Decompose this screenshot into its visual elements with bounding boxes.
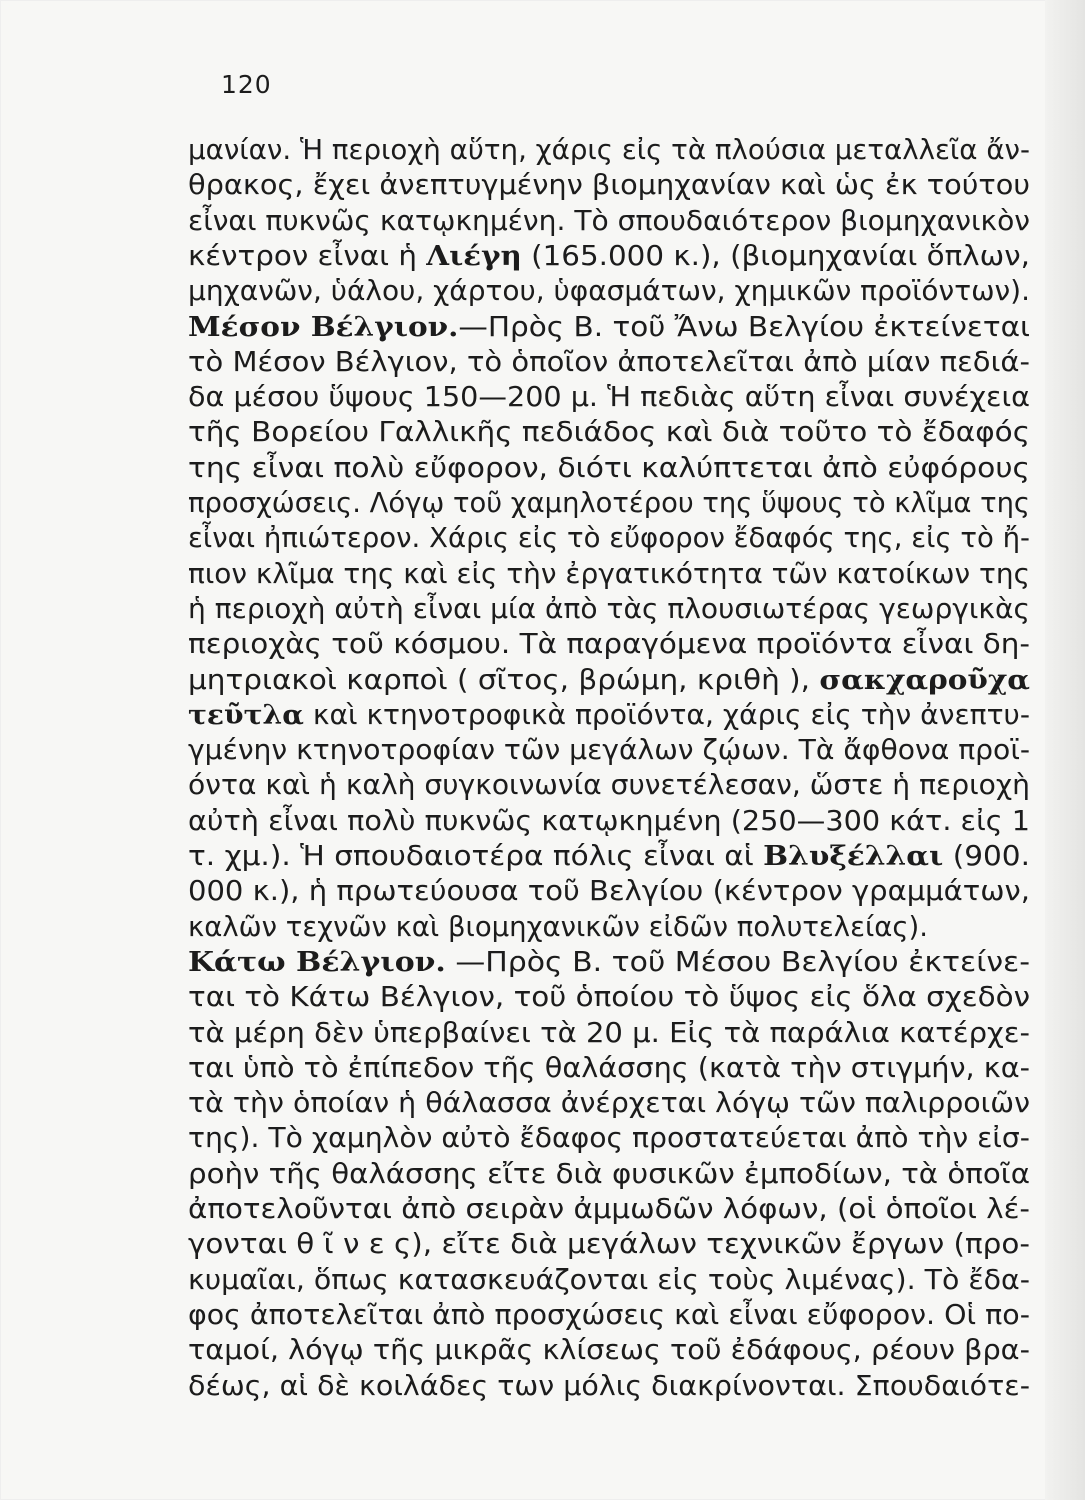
text-segment: φος ἀποτελεῖται ἀπὸ προσχώσεις καὶ εἶναι εὔφορον. Οἱ πο-: [188, 1298, 1030, 1331]
text-segment: ταμοί, λόγῳ τῆς μικρᾶς κλίσεως τοῦ ἐδάφους, ρέουν βρα-: [188, 1334, 1030, 1367]
text-line: [188, 768, 1038, 802]
text-segment: ἀποτελοῦνται ἀπὸ σειρὰν ἀμμωδῶν λόφων, (οἱ ὁποῖοι λέ-: [188, 1193, 1030, 1225]
text-segment: εἶναι πυκνῶς κατῳκημένη. Τὸ σπουδαιότερον βιομηχανικὸν: [188, 204, 1030, 237]
text-segment: καλῶν τεχνῶν καὶ βιομηχανικῶν εἰδῶν πολυτελείας).: [188, 910, 929, 943]
text-segment: ἡ περιοχὴ αὐτὴ εἶναι μία ἀπὸ τὰς πλουσιωτέρας γεωργικὰς: [188, 592, 1030, 625]
text-line: [188, 698, 1038, 732]
text-line: [188, 1086, 1038, 1120]
text-segment: της εἶναι πολὺ εὔφορον, διότι καλύπτεται ἀπὸ εὐφόρους: [188, 451, 1030, 484]
text-segment: όντα καὶ ἡ καλὴ συγκοινωνία συνετέλεσαν, ὥστε ἡ περιοχὴ: [188, 769, 1030, 802]
text-line: [188, 733, 1038, 767]
text-line: [188, 592, 1038, 626]
text-line: [188, 1121, 1038, 1155]
text-segment: ται τὸ Κάτω Βέλγιον, τοῦ ὁποίου τὸ ὕψος εἰς ὅλα σχεδὸν: [188, 981, 1030, 1014]
bold-term: τεῦτλα: [188, 698, 304, 731]
text-segment: ροὴν τῆς θαλάσσης εἴτε διὰ φυσικῶν ἐμποδίων, τὰ ὁποῖα: [188, 1157, 1030, 1190]
text-line: [188, 486, 1038, 520]
bold-term: Βλυξέλλαι: [763, 840, 944, 872]
text-segment: —Πρὸς Β. τοῦ Μέσου Βελγίου ἐκτείνε-: [445, 945, 1031, 978]
text-line: [188, 1192, 1038, 1226]
text-segment: τῆς Βορείου Γαλλικῆς πεδιάδος καὶ διὰ τοῦτο τὸ ἔδαφός: [188, 416, 1030, 449]
text-segment: γμένην κτηνοτροφίαν τῶν μεγάλων ζῴων. Τὰ ἄφθονα προϊ-: [188, 734, 1030, 767]
section-heading: Μέσον Βέλγιον.: [188, 310, 459, 343]
bold-term: Λιέγη: [426, 239, 522, 272]
text-segment: περιοχὰς τοῦ κόσμου. Τὰ παραγόμενα προϊόντα εἶναι δη-: [188, 628, 1030, 661]
text-segment: κέντρον εἶναι ἡ: [188, 239, 427, 272]
text-segment: 000 κ.), ἡ πρωτεύουσα τοῦ Βελγίου (κέντρον γραμμάτων,: [188, 875, 1030, 908]
text-line: [188, 204, 1038, 238]
text-segment: (900.: [943, 840, 1030, 872]
text-line: [188, 804, 1038, 838]
text-line: [188, 557, 1038, 591]
text-line: [188, 980, 1038, 1014]
text-line: [188, 1369, 1038, 1403]
text-segment: της). Τὸ χαμηλὸν αὐτὸ ἔδαφος προστατεύεται ἀπὸ τὴν εἰσ-: [188, 1122, 1030, 1155]
text-segment: τὰ μέρη δὲν ὑπερβαίνει τὰ 20 μ. Εἰς τὰ παράλια κατέρχε-: [188, 1016, 1030, 1049]
text-line: [188, 839, 1038, 873]
text-segment: ται ὑπὸ τὸ ἐπίπεδον τῆς θαλάσσης (κατὰ τὴν στιγμήν, κα-: [188, 1051, 1030, 1084]
text-line: [188, 1263, 1038, 1297]
text-segment: προσχώσεις. Λόγῳ τοῦ χαμηλοτέρου της ὕψους τὸ κλῖμα της: [188, 487, 1030, 519]
text-line: [188, 345, 1038, 379]
page-edge: [1045, 0, 1085, 1500]
text-line: [188, 168, 1038, 202]
text-segment: αὐτὴ εἶναι πολὺ πυκνῶς κατῳκημένη (250—300 κάτ. εἰς 1: [188, 804, 1030, 837]
text-line: [188, 1227, 1038, 1261]
text-line: [188, 415, 1038, 449]
section-heading: Κάτω Βέλγιον.: [188, 945, 446, 978]
text-line: [188, 380, 1038, 414]
text-segment: —Πρὸς Β. τοῦ Ἄνω Βελγίου ἐκτείνεται: [458, 310, 1031, 343]
text-segment: πιον κλῖμα της καὶ εἰς τὴν ἐργατικότητα τῶν κατοίκων της: [188, 557, 1030, 590]
text-segment: (165.000 κ.), (βιομηχανίαι ὅπλων,: [521, 239, 1030, 272]
text-segment: γονται θ ῖ ν ε ς), εἴτε διὰ μεγάλων τεχνικῶν ἔργων (προ-: [188, 1228, 1030, 1261]
text-line: [188, 1157, 1038, 1191]
page-number: 120: [221, 70, 272, 99]
text-line: [188, 1298, 1038, 1332]
text-line: [188, 1051, 1038, 1085]
text-line: [188, 1333, 1038, 1367]
text-segment: δα μέσου ὕψους 150—200 μ. Ἡ πεδιὰς αὕτη εἶναι συνέχεια: [188, 381, 1030, 414]
text-line: [188, 521, 1038, 555]
text-segment: μηχανῶν, ὑάλου, χάρτου, ὑφασμάτων, χημικῶν προϊόντων).: [188, 275, 1030, 308]
text-line: [188, 910, 1038, 944]
text-line: [188, 274, 1038, 308]
text-line: [188, 1016, 1038, 1050]
bold-term: σακχαροῦχα: [819, 663, 1030, 696]
text-segment: κυμαῖαι, ὅπως κατασκευάζονται εἰς τοὺς λιμένας). Τὸ ἔδα-: [188, 1263, 1030, 1296]
text-segment: εἶναι ἠπιώτερον. Χάρις εἰς τὸ εὔφορον ἔδαφός της, εἰς τὸ ἤ-: [188, 522, 1030, 555]
text-line: [188, 310, 1038, 344]
text-line: [188, 239, 1038, 273]
text-line: [188, 133, 1038, 167]
text-line: [188, 874, 1038, 908]
text-segment: τ. χμ.). Ἡ σπουδαιοτέρα πόλις εἶναι αἱ: [188, 840, 764, 872]
text-line: [188, 451, 1038, 485]
text-segment: καὶ κτηνοτροφικὰ προϊόντα, χάρις εἰς τὴν ἀνεπτυ-: [303, 698, 1030, 731]
text-line: [188, 627, 1038, 661]
text-segment: τὰ τὴν ὁποίαν ἡ θάλασσα ἀνέρχεται λόγῳ τῶν παλιρροιῶν: [188, 1087, 1030, 1120]
text-line: [188, 663, 1038, 697]
text-segment: τὸ Μέσον Βέλγιον, τὸ ὁποῖον ἀποτελεῖται ἀπὸ μίαν πεδιά-: [188, 345, 1030, 378]
text-segment: δέως, αἱ δὲ κοιλάδες των μόλις διακρίνονται. Σπουδαιότε-: [188, 1369, 1030, 1402]
text-segment: μητριακοὶ καρποὶ ( σῖτος, βρώμη, κριθὴ ),: [188, 663, 820, 696]
text-line: [188, 945, 1038, 979]
text-segment: θρακος, ἔχει ἀνεπτυγμένην βιομηχανίαν καὶ ὡς ἐκ τούτου: [188, 169, 1030, 202]
text-segment: μανίαν. Ἡ περιοχὴ αὕτη, χάρις εἰς τὰ πλούσια μεταλλεῖα ἄν-: [188, 134, 1030, 166]
